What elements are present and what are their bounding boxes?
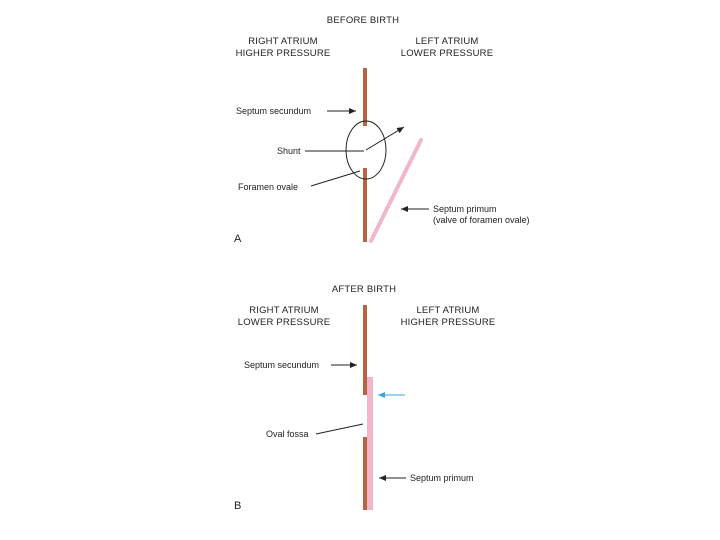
panel-b-septum-secundum-lower <box>363 437 367 510</box>
panel-a-left-header-line2: HIGHER PRESSURE <box>235 48 331 59</box>
panel-a-label-foramen-ovale: Foramen ovale <box>238 182 299 192</box>
panel-a-shunt-arrow <box>366 127 404 150</box>
panel-b-right-header-line1: LEFT ATRIUM <box>416 305 480 316</box>
panel-b-label-septum-secundum: Septum secundum <box>244 360 320 370</box>
panel-a-label-septum-primum-line1: Septum primum <box>433 204 497 214</box>
panel-b-right-header-line2: HIGHER PRESSURE <box>400 317 496 328</box>
panel-a-foramen-ovale-leader <box>311 171 360 186</box>
panel-a-title: BEFORE BIRTH <box>326 15 400 26</box>
panel-a-right-header-line1: LEFT ATRIUM <box>415 36 479 47</box>
panel-b-label-oval-fossa: Oval fossa <box>266 429 309 439</box>
panel-a-right-header-line2: LOWER PRESSURE <box>400 48 494 59</box>
panel-a-letter: A <box>234 233 242 245</box>
panel-before-birth <box>234 15 530 245</box>
panel-a-label-septum-secundum: Septum secundum <box>236 106 312 116</box>
panel-a-septum-secundum-upper <box>363 68 367 126</box>
panel-b-oval-fossa-leader <box>316 424 363 434</box>
panel-b-left-header-line2: LOWER PRESSURE <box>237 317 331 328</box>
panel-a-left-header-line1: RIGHT ATRIUM <box>248 36 318 47</box>
panel-b-left-header-line1: RIGHT ATRIUM <box>249 305 319 316</box>
panel-b-septum-secundum-upper <box>363 305 367 395</box>
panel-b-letter: B <box>234 500 242 512</box>
panel-a-label-shunt: Shunt <box>277 146 301 156</box>
panel-b-label-septum-primum: Septum primum <box>410 473 474 483</box>
panel-a-septum-primum <box>371 140 421 241</box>
panel-after-birth <box>234 284 495 512</box>
panel-b-title: AFTER BIRTH <box>331 284 397 295</box>
panel-b-septum-primum <box>367 377 373 510</box>
panel-a-label-septum-primum-line2: (valve of foramen ovale) <box>433 215 530 225</box>
